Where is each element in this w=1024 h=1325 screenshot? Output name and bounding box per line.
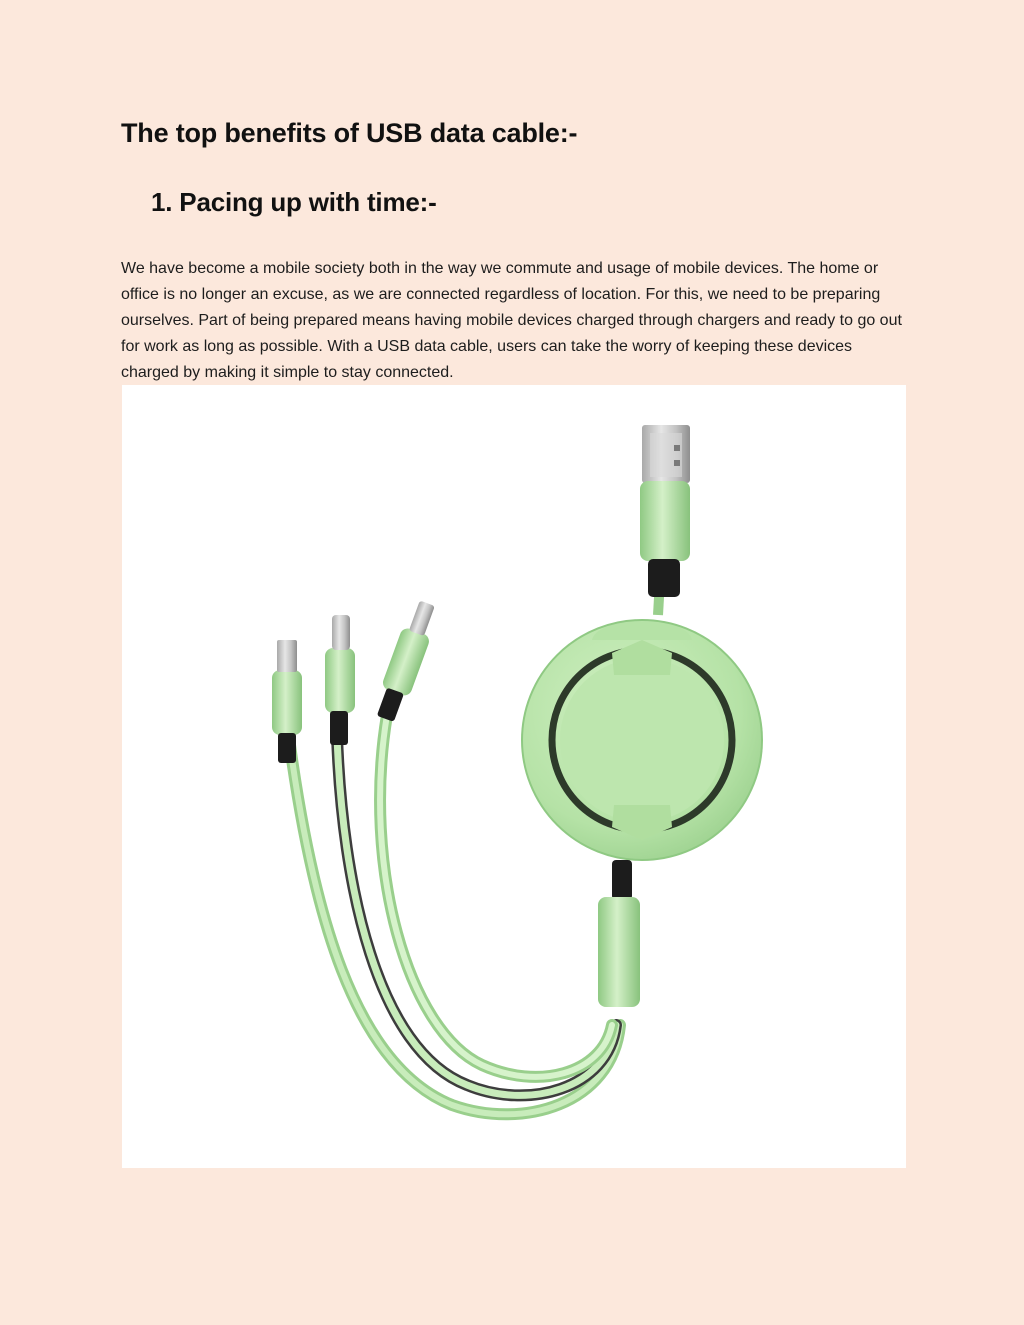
micro-usb-connector [272,640,302,763]
body-paragraph: We have become a mobile society both in the way we commute and usage of mobile devices. The home or office is no longer an excuse, as we are connected regardless of location. For this, we need to be preparing ourselves. Part of being prepared means having mobile devices charged through chargers and ready to go out for work as long as possible. With a USB data cable, users can take the worry of keeping these devices charged by making it simple to stay connected. [121,260,902,381]
usb-a-connector [640,425,690,597]
lightning-connector [371,598,441,724]
usb-cable-product-image [122,385,906,1168]
type-c-connector [325,615,355,745]
cable-illustration [122,385,906,1168]
section-heading: 1. Pacing up with time:- [151,187,437,217]
retractable-reel [522,620,762,860]
reel-output-sleeve [598,860,640,1007]
page-title: The top benefits of USB data cable:- [121,118,578,148]
